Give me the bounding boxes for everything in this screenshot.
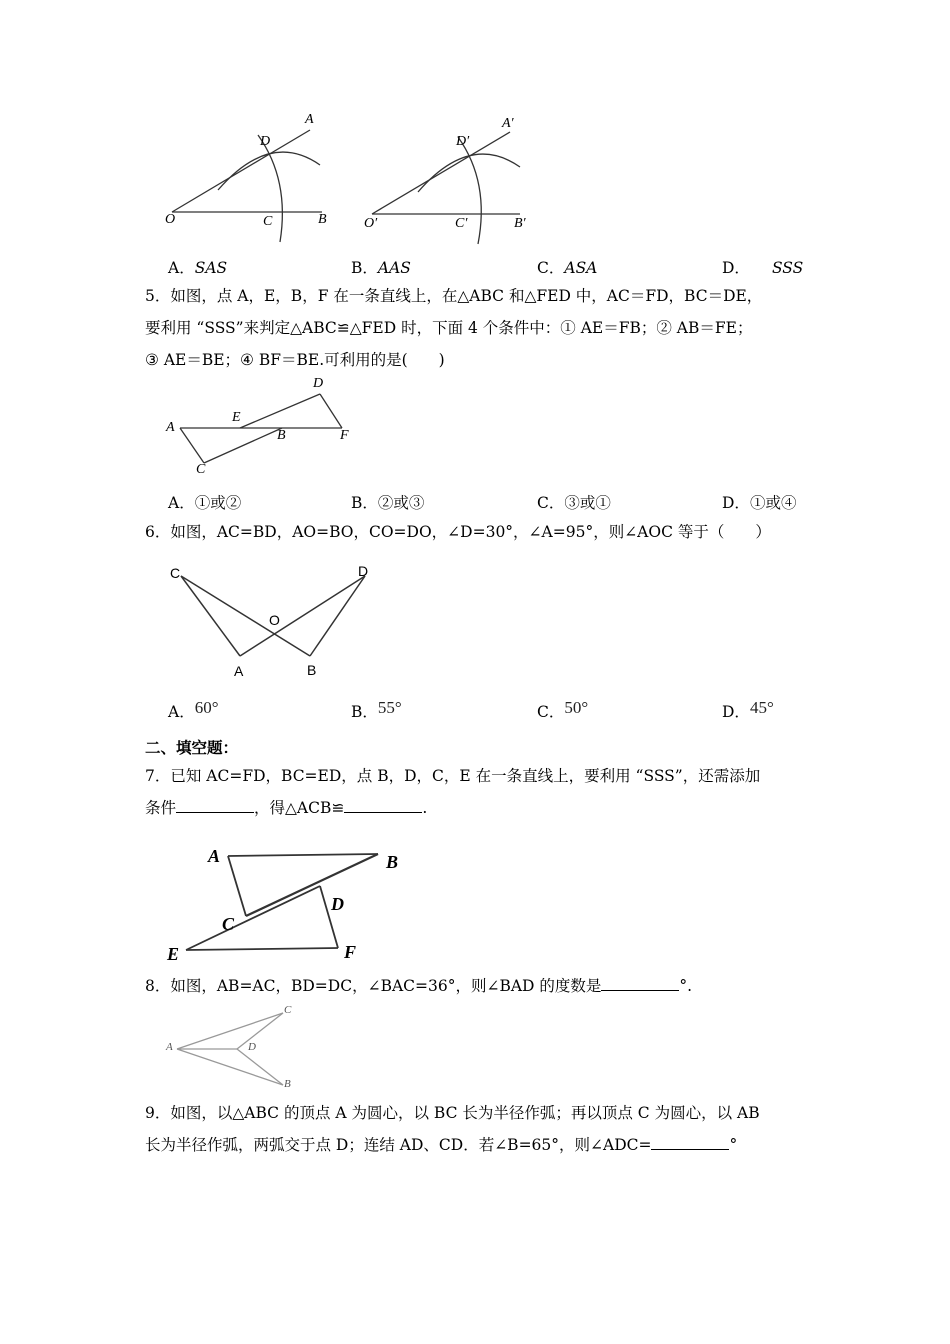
q4-fig2-label-O: O′ bbox=[364, 216, 378, 231]
q6-label-A: A bbox=[234, 663, 244, 679]
q5-label-C: C bbox=[196, 462, 206, 477]
q5-option-c[interactable]: C．③或① bbox=[537, 494, 611, 512]
q6-option-c[interactable]: C．50° bbox=[537, 698, 589, 721]
q7-label-B: B bbox=[386, 852, 399, 872]
q4-fig1-label-B: B bbox=[318, 212, 327, 227]
q7-blank-1[interactable] bbox=[176, 796, 254, 813]
q4-fig1-label-C: C bbox=[263, 214, 273, 229]
q5-label-F: F bbox=[340, 428, 349, 443]
q7-text-line-2: 条件 ，得△ACB≌ . bbox=[145, 792, 427, 824]
q8-text-line-1: 8．如图，AB=AC，BD=DC，∠BAC=36°，则∠BAD 的度数是 °. bbox=[145, 970, 692, 1002]
q6-label-O: O bbox=[269, 612, 280, 628]
q7-label-F: F bbox=[344, 942, 357, 962]
q5-option-d[interactable]: D．①或④ bbox=[722, 494, 797, 512]
q4-fig1-label-O: O bbox=[165, 212, 176, 227]
q6-label-D: D bbox=[358, 563, 369, 579]
q7-text-congruent: ，得△ACB≌ bbox=[254, 799, 345, 817]
q5-text-line-3: ③ AE＝BE；④ BF＝BE.可利用的是( ) bbox=[145, 351, 445, 369]
q5-label-D: D bbox=[313, 376, 324, 391]
q4-fig2-label-D: D′ bbox=[456, 134, 470, 149]
q6-option-d[interactable]: D．45° bbox=[722, 698, 774, 721]
q4-fig2-label-B: B′ bbox=[514, 216, 526, 231]
q6-label-C: C bbox=[170, 565, 181, 581]
q5-label-B: B bbox=[277, 428, 286, 443]
q4-option-a[interactable]: A．SAS bbox=[168, 259, 228, 277]
q8-label-B: B bbox=[284, 1078, 291, 1090]
q6-label-B: B bbox=[307, 662, 317, 678]
q8-label-C: C bbox=[284, 1004, 292, 1016]
section-title-fill-in: 二、填空题： bbox=[145, 738, 239, 757]
q5-option-a[interactable]: A．①或② bbox=[168, 494, 242, 512]
q5-option-b[interactable]: B．②或③ bbox=[351, 494, 425, 512]
q5-text-line-1: 5．如图，点 A，E，B，F 在一条直线上，在△ABC 和△FED 中，AC＝FD，BC＝DE， bbox=[145, 287, 763, 305]
q4-fig2-label-A: A′ bbox=[502, 116, 514, 131]
q4-figure-1 bbox=[160, 110, 360, 250]
q5-text-line-2: 要利用 “SSS”来判定△ABC≌△FED 时，下面 4 个条件中：① AE＝FB；② AB＝FE； bbox=[145, 319, 753, 337]
q7-figure bbox=[160, 840, 420, 970]
q7-blank-2[interactable] bbox=[344, 796, 422, 813]
q4-fig1-label-D: D bbox=[260, 134, 271, 149]
q4-fig2-label-C: C′ bbox=[455, 216, 468, 231]
q7-label-C: C bbox=[222, 914, 235, 934]
q4-option-c[interactable]: C．ASA bbox=[537, 259, 598, 277]
q5-label-E: E bbox=[232, 410, 241, 425]
q7-text-line-1: 7．已知 AC=FD，BC=ED，点 B，D，C，E 在一条直线上，要利用 “SSS”，还需添加 bbox=[145, 767, 761, 785]
q8-blank[interactable] bbox=[601, 974, 679, 991]
q6-option-b[interactable]: B．55° bbox=[351, 698, 402, 721]
q7-label-A: A bbox=[208, 846, 221, 866]
q9-text-line-2: 长为半径作弧，两弧交于点 D；连结 AD、CD．若∠B=65°，则∠ADC= ° bbox=[145, 1129, 737, 1161]
q4-fig1-label-A: A bbox=[305, 112, 314, 127]
q5-label-A: A bbox=[166, 420, 175, 435]
q4-option-d[interactable]: D． SSS bbox=[722, 259, 804, 277]
q6-text-line-1: 6．如图，AC=BD，AO=BO，CO=DO，∠D=30°，∠A=95°，则∠AOC 等于（ ） bbox=[145, 523, 771, 541]
q9-text-line-1: 9．如图，以△ABC 的顶点 A 为圆心，以 BC 长为半径作弧；再以顶点 C 为圆心，以 AB bbox=[145, 1104, 760, 1122]
q9-blank[interactable] bbox=[651, 1133, 729, 1150]
q7-text-condition: 条件 bbox=[145, 799, 177, 817]
q5-figure bbox=[160, 378, 360, 478]
q7-label-E: E bbox=[167, 944, 180, 964]
q6-option-a[interactable]: A．60° bbox=[168, 698, 219, 721]
q8-label-D: D bbox=[248, 1041, 256, 1053]
q7-label-D: D bbox=[331, 894, 344, 914]
q8-label-A: A bbox=[166, 1041, 173, 1053]
q4-option-b[interactable]: B．AAS bbox=[351, 259, 411, 277]
